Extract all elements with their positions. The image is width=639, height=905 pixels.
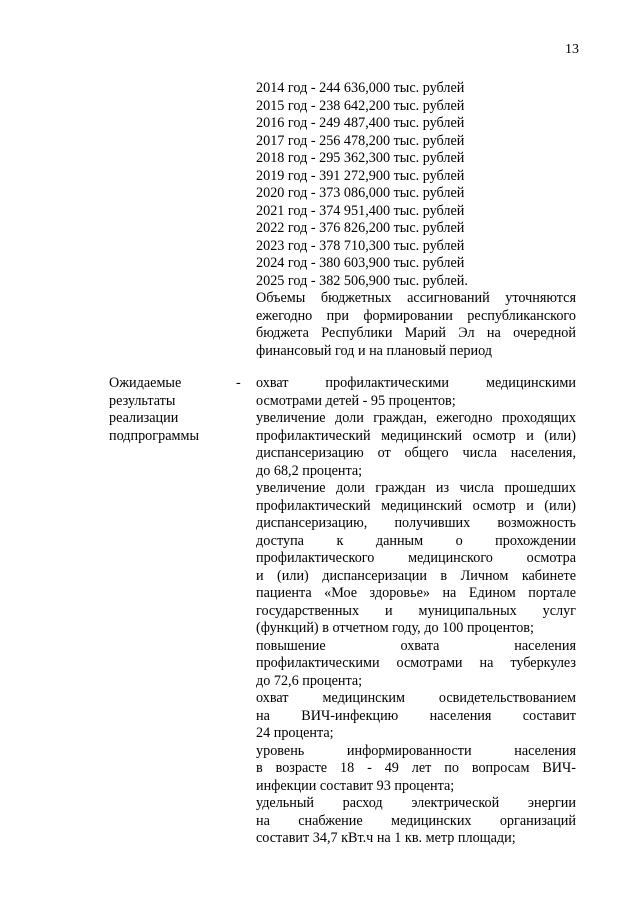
text-line: и (или) диспансеризации в Личном кабинете bbox=[256, 567, 576, 584]
label-line: результаты bbox=[109, 392, 176, 409]
text-line: доступа к данным о прохождении bbox=[256, 532, 576, 549]
text-line: увеличение доли граждан, ежегодно проходящих bbox=[256, 410, 576, 426]
text-line: бюджета Республики Марий Эл на очередной bbox=[256, 325, 576, 341]
page-number: 13 bbox=[565, 42, 579, 57]
text-line: осмотрами детей - 95 процентов; bbox=[256, 392, 456, 409]
funding-by-year-list bbox=[256, 80, 586, 290]
budget-note-paragraph bbox=[256, 290, 576, 360]
expected-results-list bbox=[256, 375, 576, 848]
text-line: увеличение доли граждан из числа прошедших bbox=[256, 480, 576, 496]
text-line: охват профилактическими медицинскими bbox=[256, 375, 576, 391]
text-line: уровень информированности населения bbox=[256, 742, 576, 759]
funding-year-line: 2021 год - 374 951,400 тыс. рублей bbox=[256, 202, 465, 219]
text-line: Объемы бюджетных ассигнований уточняются bbox=[256, 290, 576, 306]
result-item bbox=[256, 690, 576, 743]
text-line: до 68,2 процента; bbox=[256, 462, 363, 479]
label-line: реализации bbox=[109, 410, 179, 426]
text-line: профилактическими осмотрами на туберкулез bbox=[256, 655, 576, 671]
text-line: государственных и муниципальных услуг bbox=[256, 602, 576, 619]
text-line: на снабжение медицинских организаций bbox=[256, 812, 576, 829]
results-section-label bbox=[109, 375, 229, 445]
funding-year-line: 2020 год - 373 086,000 тыс. рублей bbox=[256, 185, 465, 201]
text-line: в возрасте 18 - 49 лет по вопросам ВИЧ- bbox=[256, 760, 576, 776]
text-line: удельный расход электрической энергии bbox=[256, 795, 576, 811]
label-dash: - bbox=[236, 375, 241, 391]
label-line: Ожидаемые bbox=[109, 375, 182, 391]
text-line: ежегодно при формировании республиканского bbox=[256, 307, 576, 324]
text-line: повышение охвата населения bbox=[256, 637, 576, 654]
funding-year-line: 2019 год - 391 272,900 тыс. рублей bbox=[256, 167, 465, 184]
result-item bbox=[256, 638, 576, 691]
text-line: диспансеризацию, получивших возможность bbox=[256, 515, 576, 531]
label-line: подпрограммы bbox=[109, 427, 199, 444]
text-line: профилактический медицинский осмотр и (или) bbox=[256, 497, 576, 514]
funding-year-line: 2018 год - 295 362,300 тыс. рублей bbox=[256, 150, 465, 166]
result-item bbox=[256, 743, 576, 796]
text-line: до 72,6 процента; bbox=[256, 672, 363, 689]
result-item bbox=[256, 480, 576, 638]
text-line: диспансеризацию от общего числа населения, bbox=[256, 445, 576, 461]
text-line: на ВИЧ-инфекцию населения составит bbox=[256, 707, 576, 724]
result-item bbox=[256, 410, 576, 480]
funding-year-line: 2016 год - 249 487,400 тыс. рублей bbox=[256, 115, 465, 131]
text-line: пациента «Мое здоровье» на Едином портале bbox=[256, 585, 576, 601]
text-line: составит 34,7 кВт.ч на 1 кв. метр площади; bbox=[256, 830, 516, 846]
funding-year-line: 2022 год - 376 826,200 тыс. рублей bbox=[256, 220, 465, 236]
funding-year-line: 2014 год - 244 636,000 тыс. рублей bbox=[256, 80, 465, 96]
text-line: 24 процента; bbox=[256, 725, 334, 741]
funding-year-line: 2024 год - 380 603,900 тыс. рублей bbox=[256, 255, 465, 271]
result-item bbox=[256, 375, 576, 410]
funding-year-line: 2015 год - 238 642,200 тыс. рублей bbox=[256, 97, 465, 114]
text-line: финансовый год и на плановый период bbox=[256, 342, 493, 359]
funding-year-line: 2017 год - 256 478,200 тыс. рублей bbox=[256, 132, 465, 149]
result-item bbox=[256, 795, 576, 848]
text-line: профилактического медицинского осмотра bbox=[256, 550, 576, 566]
funding-year-line: 2025 год - 382 506,900 тыс. рублей. bbox=[256, 272, 468, 289]
funding-year-line: 2023 год - 378 710,300 тыс. рублей bbox=[256, 237, 465, 254]
text-line: (функций) в отчетном году, до 100 процентов; bbox=[256, 620, 534, 636]
text-line: инфекции составит 93 процента; bbox=[256, 777, 455, 794]
text-line: охват медицинским освидетельствованием bbox=[256, 690, 576, 706]
text-line: профилактический медицинский осмотр и (или) bbox=[256, 427, 576, 444]
